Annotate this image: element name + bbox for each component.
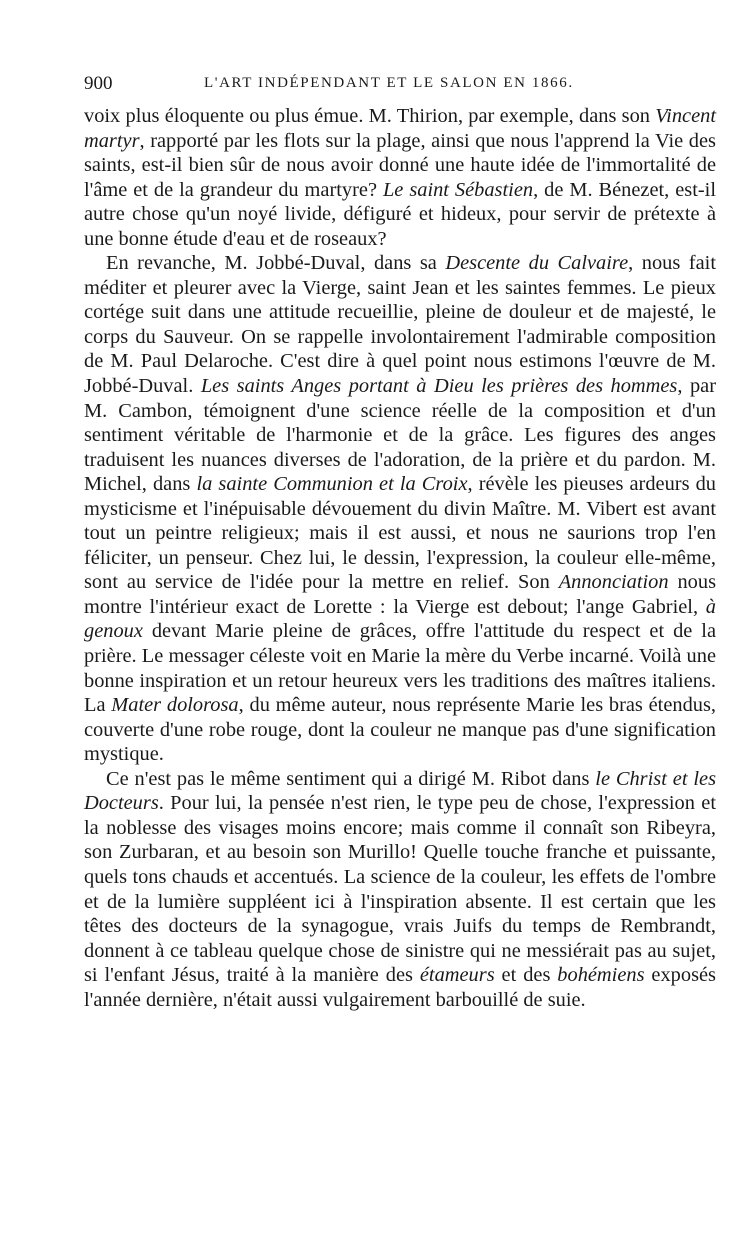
- paragraph: [84, 104, 716, 251]
- text-run: nous montre l'intérieur exact de Lorette : la Vierge est debout; l'ange Gabriel,: [84, 571, 717, 618]
- italic-title: le Christ et les Docteurs: [84, 767, 717, 815]
- page-number: 900: [84, 73, 113, 94]
- italic-title: Les saints Anges portant à Dieu les prières des hommes: [200, 375, 678, 398]
- text-run: exposés l'année dernière, n'était aussi vulgairement barbouillé de suie.: [84, 964, 716, 1011]
- text-run: voix plus éloquente ou plus émue. M. Thirion, par exemple, dans son: [84, 105, 656, 127]
- text-run: et des: [494, 964, 558, 987]
- text-run: , par M. Cambon, témoignent d'une science réelle de la composition et d'un sentiment véritable de l'harmonie et de la grâce. Les figures des anges traduisent les nuances diverses de l'adoration, de la prière et du pardon. M. Michel, dans: [84, 375, 717, 496]
- text-run: devant Marie pleine de grâces, offre l'attitude du respect et de la prière. Le messager céleste voit en Marie la mère du Verbe incarné. Voilà une bonne inspiration et un retour heureux vers les traditions des maîtres italiens. La: [84, 620, 716, 717]
- italic-title: bohémiens: [557, 964, 645, 987]
- paragraph: [84, 251, 716, 766]
- paragraph: [84, 767, 716, 1012]
- body-text: [84, 104, 716, 1012]
- page-header: [84, 73, 714, 97]
- text-run: , révèle les pieuses ardeurs du mysticisme et l'inépuisable dévouement du divin Maître. M. Vibert est avant tout un peintre religieux; mais il est aussi, et nous ne saurions trop l'en féliciter, un penseur. Chez lui, le dessin, l'expression, la couleur elle-même, sont au service de l'idée pour la mettre en relief. Son: [84, 473, 716, 594]
- italic-title: la sainte Communion et la Croix: [196, 473, 468, 496]
- italic-title: Vincent martyr: [84, 105, 716, 152]
- running-title: L'ART INDÉPENDANT ET LE SALON EN 1866.: [204, 75, 574, 91]
- italic-title: Annonciation: [558, 571, 669, 594]
- italic-title: Le saint Sébastien: [382, 178, 534, 201]
- text-run: , nous fait méditer et pleurer avec la Vierge, saint Jean et les saintes femmes. Le pieux cortége suit dans une attitude recueillie, pleine de douleur et de majesté, le corps du Sauveur. On se rappelle involontairement l'admirable composition de M. Paul Delaroche. C'est dire à quel point nous estimons l'œuvre de M. Jobbé-Duval.: [84, 252, 716, 398]
- text-run: , de M. Bénezet, est-il autre chose qu'un noyé livide, défiguré et hideux, pour servir de prétexte à une bonne étude d'eau et de roseaux?: [84, 178, 716, 250]
- text-run: En revanche, M. Jobbé-Duval, dans sa: [106, 252, 446, 275]
- text-run: Ce n'est pas le même sentiment qui a dirigé M. Ribot dans: [106, 767, 596, 790]
- italic-title: Descente du Calvaire: [445, 252, 629, 275]
- italic-title: étameurs: [419, 964, 495, 987]
- italic-title: à genoux: [84, 595, 716, 643]
- text-run: . Pour lui, la pensée n'est rien, le type peu de chose, l'expression et la noblesse des visages moins encore; mais comme il connaît son Ribeyra, son Zurbaran, et au besoin son Murillo! Quelle touche franche et puissante, quels tons chauds et accentués. La science de la couleur, les effets de l'ombre et de la lumière suppléent ici à l'inspiration absente. Il est certain que les têtes des docteurs de la synagogue, vrais Juifs du temps de Rembrandt, donnent à ce tableau quelque chose de sinistre qui ne messiérait pas au sujet, si l'enfant Jésus, traité à la manière des: [84, 792, 716, 987]
- text-run: , rapporté par les flots sur la plage, ainsi que nous l'apprend la Vie des saints, est-il bien sûr de nous avoir donné une haute idée de l'immortalité de l'âme et de la grandeur du martyre?: [84, 129, 716, 201]
- italic-title: Mater dolorosa: [111, 694, 239, 717]
- text-run: , du même auteur, nous représente Marie les bras étendus, couverte d'une robe rouge, dont la couleur ne manque pas d'une signification mystique.: [84, 694, 717, 766]
